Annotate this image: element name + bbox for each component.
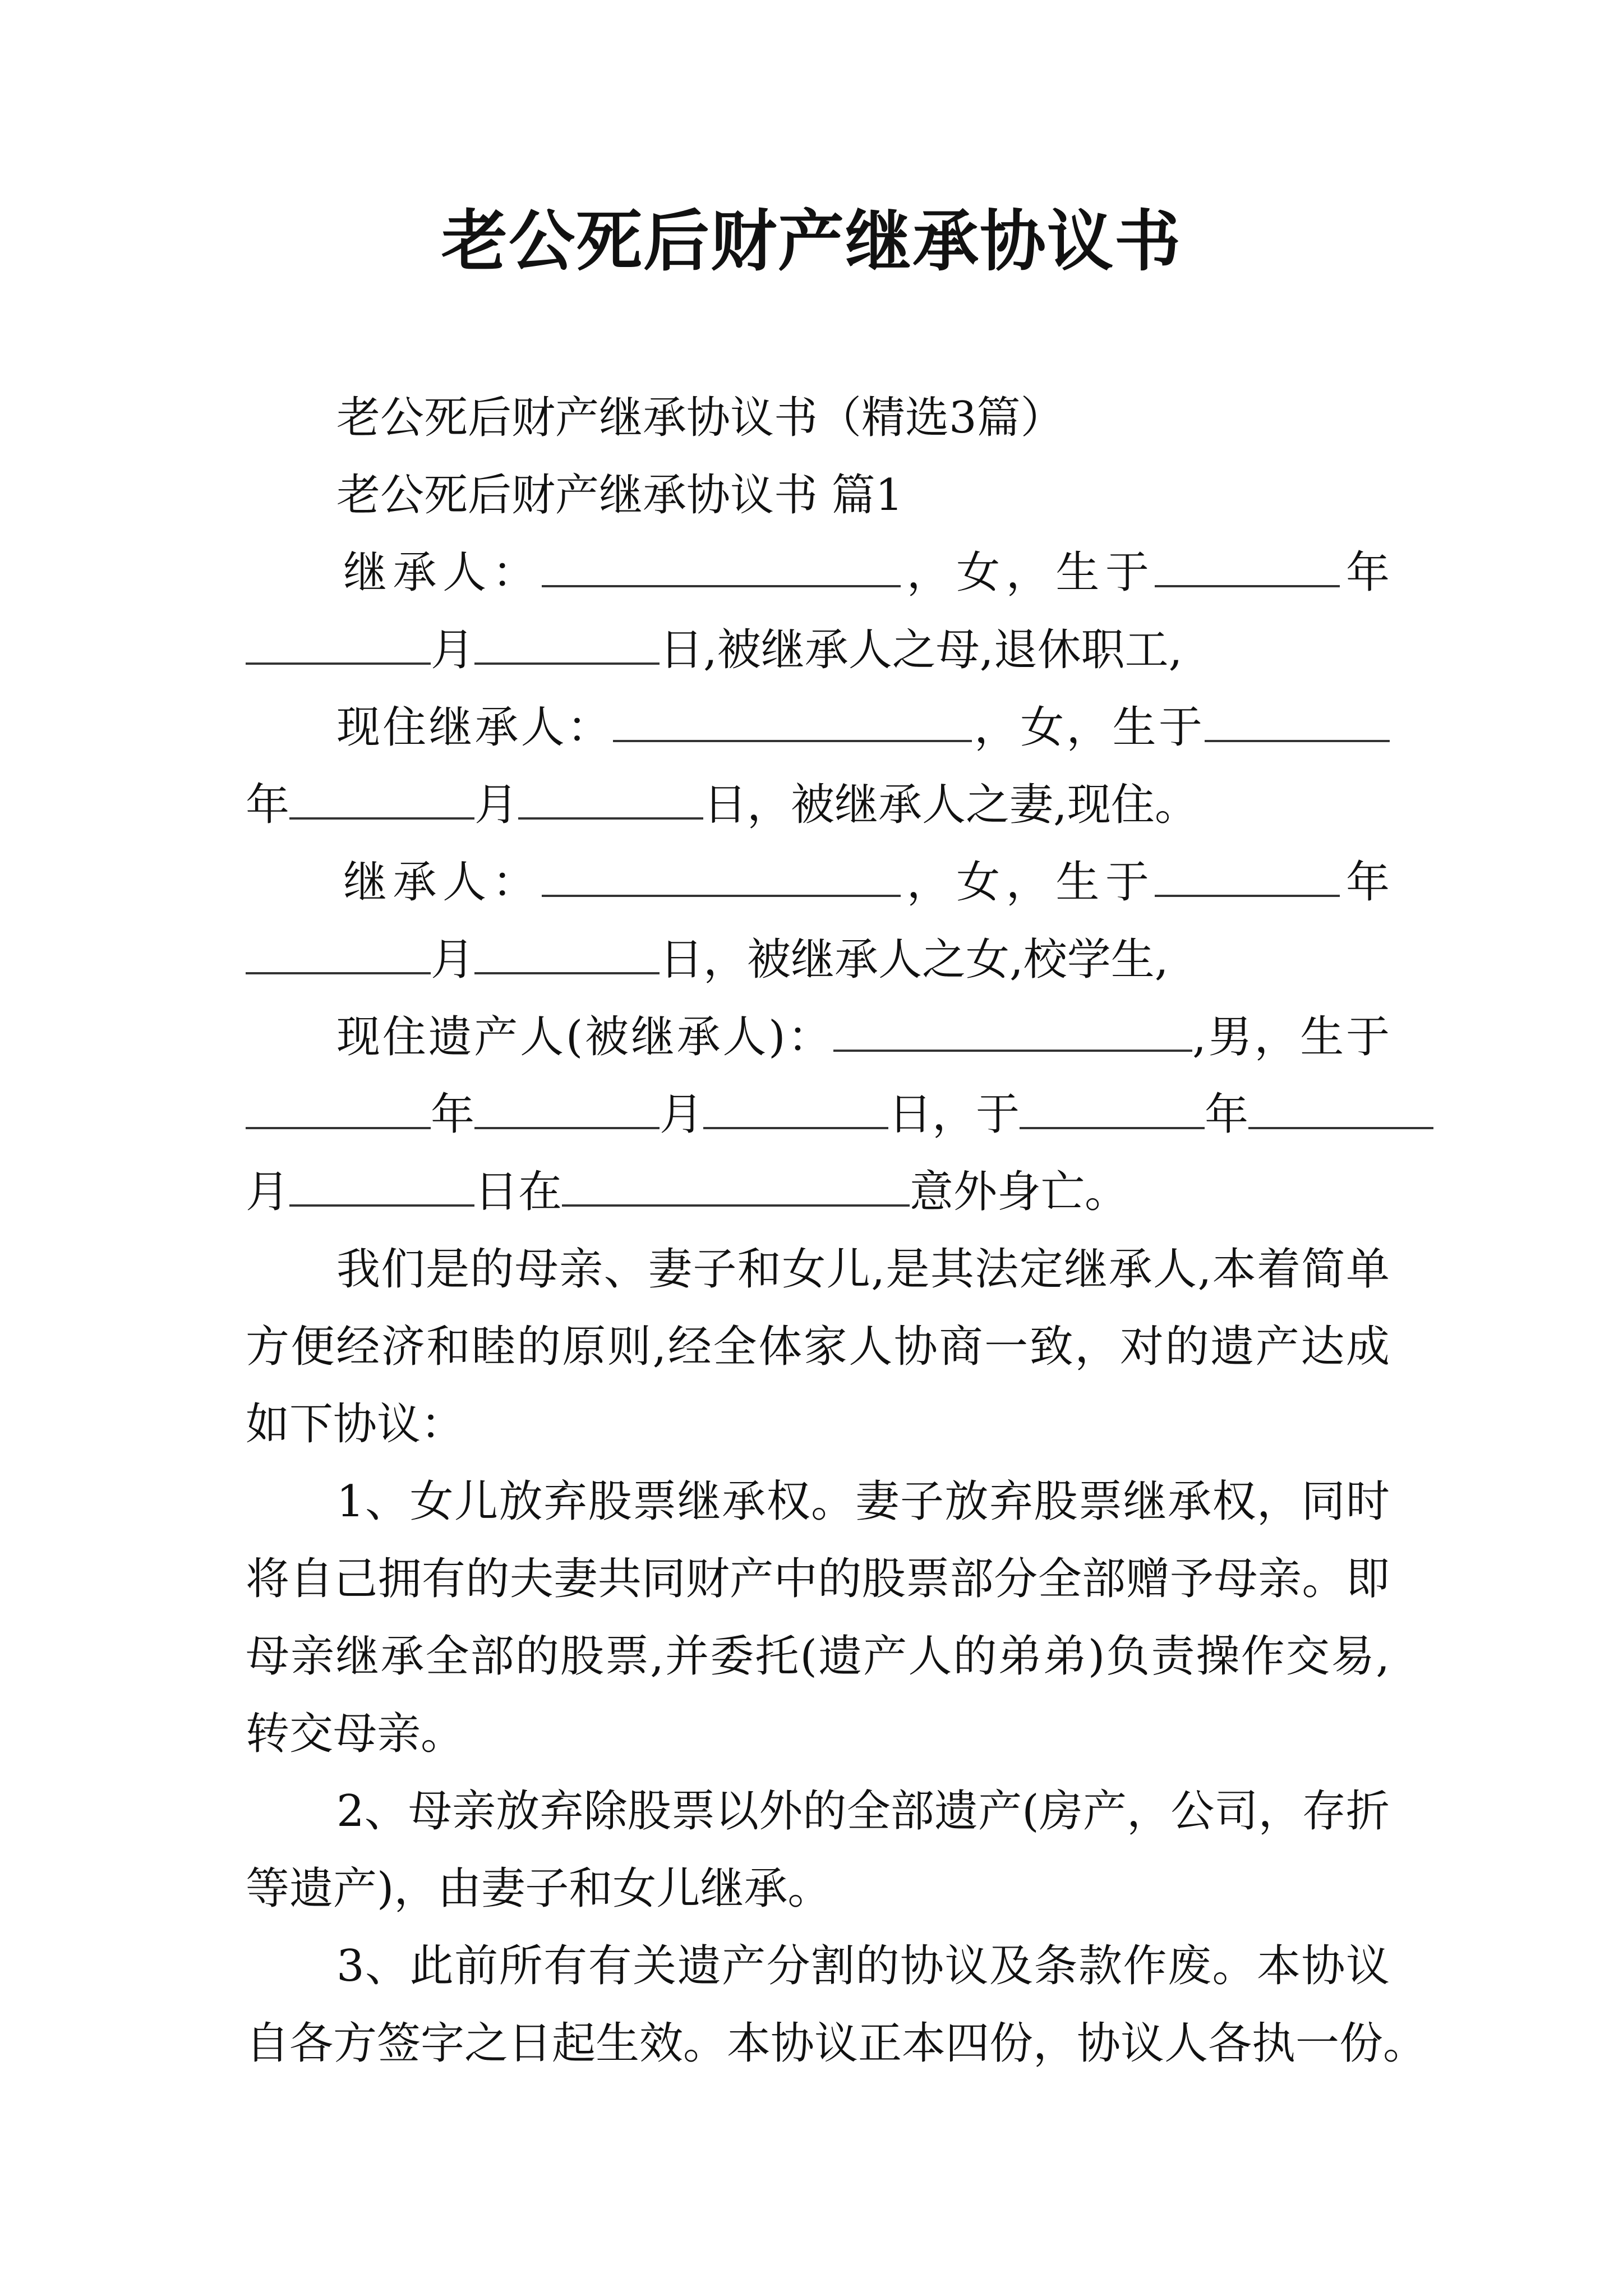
fill-blank[interactable] — [474, 1091, 660, 1129]
fill-blank[interactable] — [1155, 859, 1340, 897]
clause-1: 1、女儿放弃股票继承权。妻子放弃股票继承权，同时 — [336, 1476, 1390, 1527]
fill-blank[interactable] — [246, 1091, 431, 1129]
subtitle-line: 老公死后财产继承协议书（精选3篇） — [336, 393, 1064, 443]
fill-blank[interactable] — [1205, 704, 1390, 742]
body-paragraph: 方便经济和睦的原则,经全体家人协商一致，对的遗产达成 — [246, 1322, 1390, 1372]
clause-3: 3、此前所有有关遗产分割的协议及条款作废。本协议 — [336, 1941, 1390, 1991]
heir-1-line: 继承人： ，女，生于 年 — [343, 547, 1390, 598]
heir-3-line-cont: 月 日，被继承人之女,校学生, — [246, 932, 1390, 988]
heir-2-line: 现住继承人： ，女，生于 — [336, 700, 1390, 756]
section-heading: 老公死后财产继承协议书 篇1 — [336, 470, 903, 521]
clause-2: 2、母亲放弃除股票以外的全部遗产(房产，公司，存折 — [336, 1786, 1390, 1837]
clause-1: 将自己拥有的夫妻共同财产中的股票部分全部赠予母亲。即 — [246, 1554, 1390, 1604]
body-paragraph: 我们是的母亲、妻子和女儿,是其法定继承人,本着简单 — [336, 1244, 1390, 1295]
fill-blank[interactable] — [289, 781, 474, 820]
fill-blank[interactable] — [518, 781, 703, 820]
document-title: 老公死后财产继承协议书 — [441, 202, 1182, 280]
heir-3-line: 继承人： ，女，生于 年 — [343, 857, 1390, 908]
decedent-line: 现住遗产人(被继承人)： ,男，生于 — [336, 1012, 1390, 1062]
fill-blank[interactable] — [474, 936, 660, 974]
fill-blank[interactable] — [613, 704, 972, 742]
heir-1-line-cont: 月 日,被继承人之母,退休职工, — [246, 622, 1390, 678]
fill-blank[interactable] — [246, 627, 431, 665]
clause-2: 等遗产)，由妻子和女儿继承。 — [246, 1864, 832, 1914]
clause-1: 母亲继承全部的股票,并委托(遗产人的弟弟)负责操作交易, — [246, 1631, 1390, 1682]
fill-blank[interactable] — [542, 859, 901, 897]
clause-3: 自各方签字之日起生效。本协议正本四份，协议人各执一份。 — [246, 2018, 1427, 2069]
decedent-line-cont: 年 月 日，于 年 — [246, 1087, 1390, 1143]
fill-blank[interactable] — [562, 1168, 910, 1207]
fill-blank[interactable] — [542, 549, 901, 587]
fill-blank[interactable] — [289, 1168, 474, 1207]
fill-blank[interactable] — [1248, 1091, 1433, 1129]
body-paragraph: 如下协议： — [246, 1399, 465, 1450]
fill-blank[interactable] — [1155, 549, 1340, 587]
clause-1: 转交母亲。 — [246, 1709, 465, 1759]
fill-blank[interactable] — [703, 1091, 888, 1129]
fill-blank[interactable] — [1020, 1091, 1205, 1129]
heir-2-line-cont: 年 月 日，被继承人之妻,现住。 — [246, 780, 1198, 830]
fill-blank[interactable] — [246, 936, 431, 974]
decedent-line-end: 月 日在 意外身亡。 — [246, 1167, 1129, 1217]
fill-blank[interactable] — [474, 627, 660, 665]
fill-blank[interactable] — [833, 1014, 1192, 1052]
